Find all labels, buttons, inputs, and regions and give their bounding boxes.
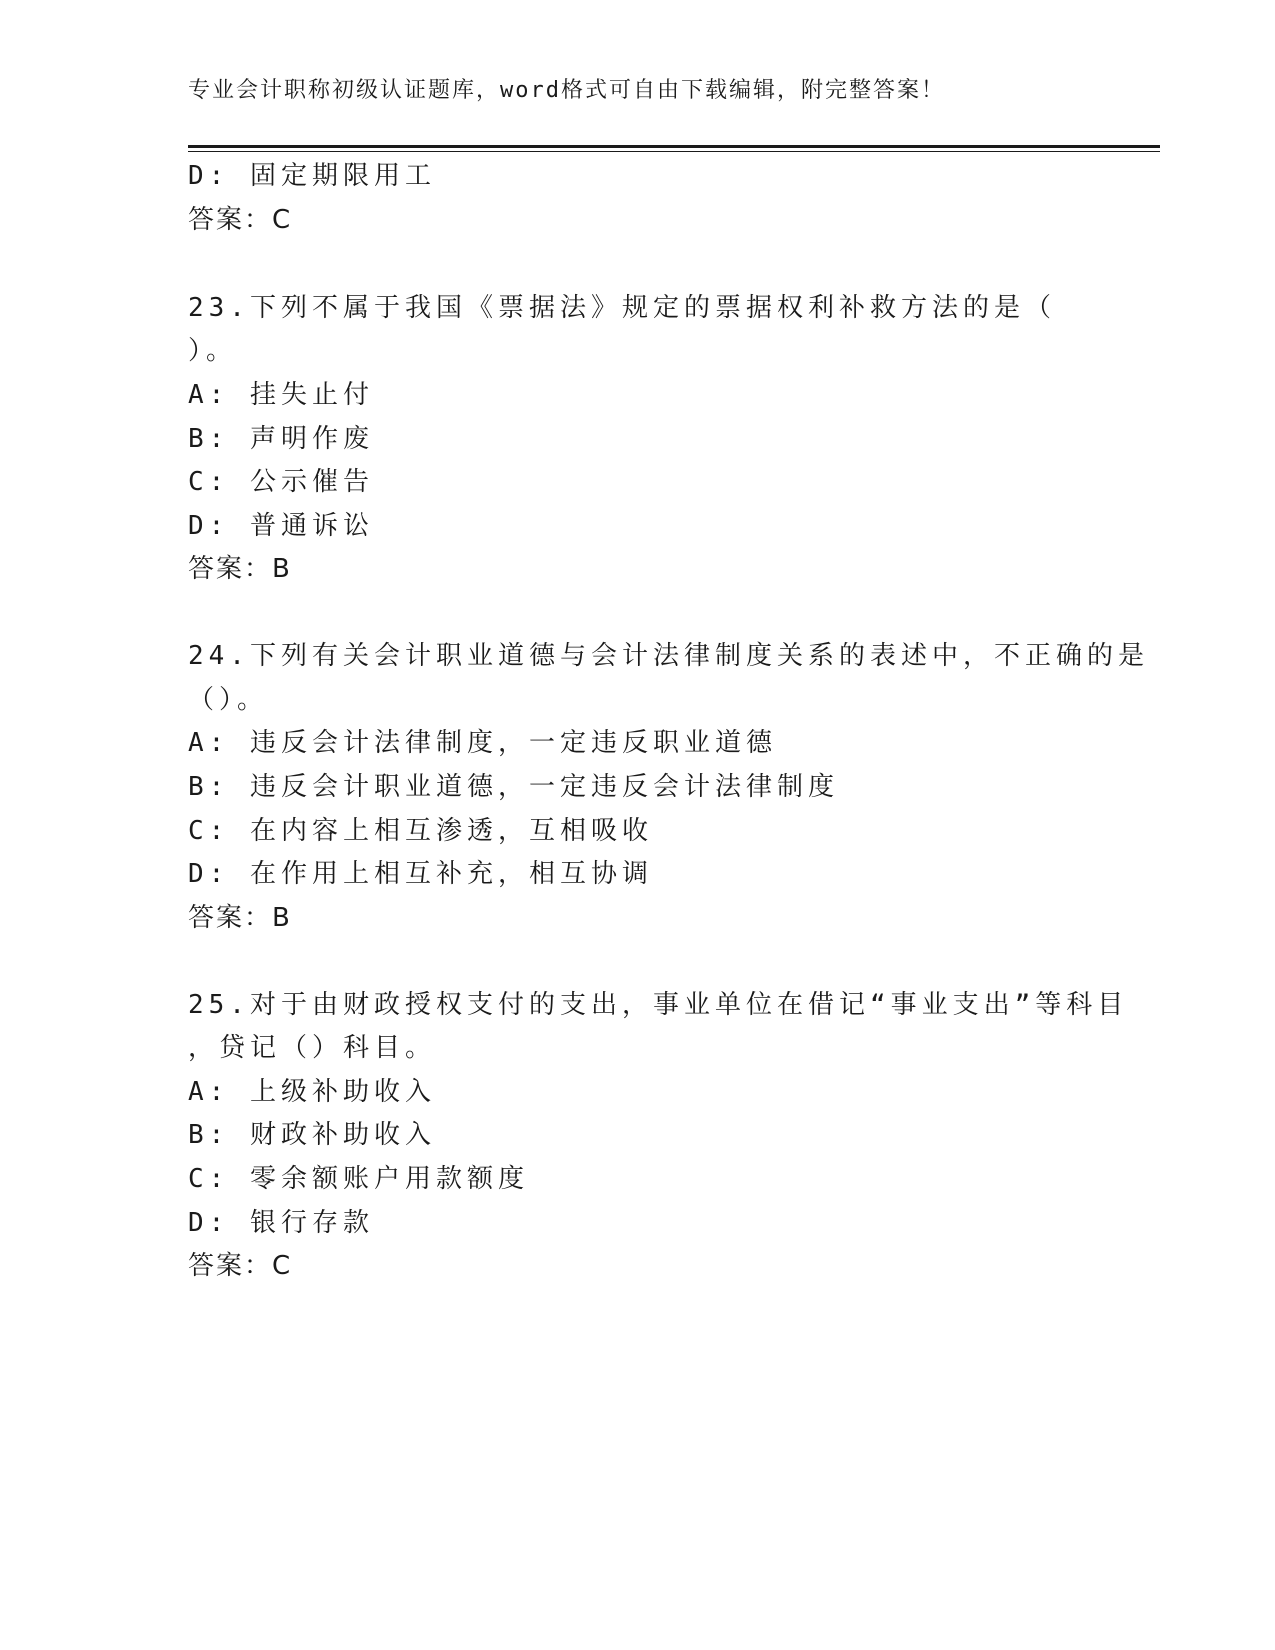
- question-24-answer: 答案：B: [188, 903, 292, 933]
- question-23-option-a: A: 挂失止付: [188, 380, 374, 410]
- question-25-stem-line1: 25.对于由财政授权支付的支出，事业单位在借记“事业支出”等科目: [188, 990, 1129, 1020]
- question-24-stem-line2: （）。: [188, 685, 269, 715]
- question-23-stem-line1: 23.下列不属于我国《票据法》规定的票据权利补救方法的是（: [188, 293, 1056, 323]
- question-23-answer: 答案：B: [188, 554, 292, 584]
- question-24-option-d: D: 在作用上相互补充，相互协调: [188, 859, 653, 889]
- question-25-answer: 答案：C: [188, 1251, 293, 1281]
- question-25-option-d: D: 银行存款: [188, 1208, 374, 1238]
- header-rule-thick: [188, 145, 1160, 148]
- question-23-option-d: D: 普通诉讼: [188, 511, 374, 541]
- question-23-stem-line2: ）。: [188, 336, 238, 366]
- question-24-option-c: C: 在内容上相互渗透，互相吸收: [188, 816, 653, 846]
- question-24-stem-line1: 24.下列有关会计职业道德与会计法律制度关系的表述中，不正确的是: [188, 641, 1149, 671]
- header-rule-thin: [188, 151, 1160, 152]
- question-24-option-a: A: 违反会计法律制度，一定违反职业道德: [188, 728, 777, 758]
- question-25-option-c: C: 零余额账户用款额度: [188, 1164, 529, 1194]
- prev-question-answer: 答案：C: [188, 205, 293, 235]
- page-header: 专业会计职称初级认证题库，word格式可自由下载编辑，附完整答案！: [188, 78, 945, 103]
- question-23-option-c: C: 公示催告: [188, 467, 374, 497]
- question-24-option-b: B: 违反会计职业道德，一定违反会计法律制度: [188, 772, 839, 802]
- prev-question-option-d: D: 固定期限用工: [188, 161, 436, 191]
- question-23-option-b: B: 声明作废: [188, 424, 374, 454]
- question-25-option-a: A: 上级补助收入: [188, 1077, 436, 1107]
- question-25-option-b: B: 财政补助收入: [188, 1120, 436, 1150]
- question-25-stem-line2: ，贷记（）科目。: [188, 1033, 437, 1063]
